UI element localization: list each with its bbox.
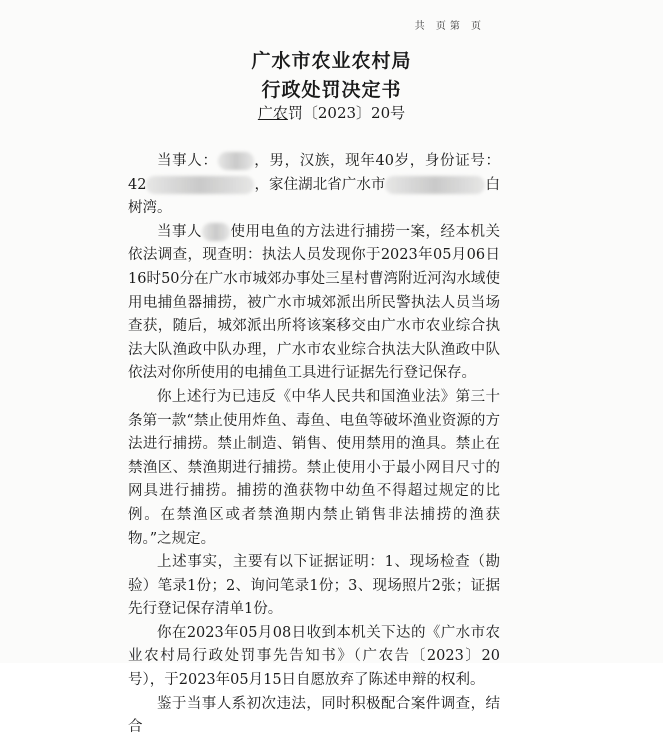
notice-paragraph: 你在2023年05月08日收到本机关下达的《广水市农业农村局行政处罚事先告知书》（广农告〔2023〕20号），于2023年05月15日自愿放弃了陈述申辩的权利。 — [128, 624, 500, 689]
party-info-paragraph — [128, 150, 500, 221]
redacted-id-number — [146, 176, 254, 194]
redacted-name-2 — [202, 223, 230, 241]
party-details: ，男，汉族，现年40岁，身份证号： — [253, 153, 500, 169]
id-number-prefix: 42 — [128, 176, 147, 193]
issuing-authority-title: 广水市农业农村局 — [251, 50, 412, 72]
party-label: 当事人： — [157, 153, 218, 169]
redacted-address — [385, 176, 485, 194]
document-number-prefix: 广农 — [257, 104, 288, 122]
redacted-name — [218, 152, 254, 170]
address-end: 白树湾。 — [128, 176, 501, 217]
evidence-paragraph: 上述事实，主要有以下证据证明：1、现场检查（勘验）笔录1份；2、询问笔录1份；3、现场照片2张；证据先行登记保存清单1份。 — [128, 554, 500, 618]
document-number — [0, 102, 663, 123]
address-text: ，家住湖北省广水市 — [254, 176, 386, 193]
facts-party-label: 当事人 — [157, 223, 202, 240]
document-body — [128, 150, 500, 740]
law-violation-paragraph: 你上述行为已违反《中华人民共和国渔业法》第三十条第一款“禁止使用炸鱼、毒鱼、电鱼等破坏渔业资源的方法进行捕捞。禁止制造、销售、使用禁用的渔具。禁止在禁渔区、禁渔期进行捕捞。禁止使用小于最小网目尺寸的网具进行捕捞。捕捞的渔获物中幼鱼不得超过规定的比例。在禁渔区或者禁渔期内禁止销售非法捕捞的渔获物。”之规定。 — [128, 388, 500, 547]
facts-paragraph — [128, 221, 500, 386]
document-title: 行政处罚决定书 — [261, 79, 402, 101]
page-counter: 共 页第 页 — [414, 21, 485, 32]
mitigation-paragraph: 鉴于当事人系初次违法，同时积极配合案件调查，结合 — [128, 695, 500, 736]
facts-text: 使用电鱼的方法进行捕捞一案，经本机关依法调查，现查明：执法人员发现你于2023年05月06日16时50分在广水市城郊办事处三星村曹湾附近河沟水域使用电捕鱼器捕捞，被广水市城郊派出所民警执法人员当场查获，随后，城郊派出所将该案移交由广水市农业综合执法大队渔政中队办理，广水市农业综合执法大队渔政中队依法对你所使用的电捕鱼工具进行证据先行登记保存。 — [128, 223, 500, 382]
document-number-rest: 罚〔2023〕20号 — [287, 104, 406, 122]
